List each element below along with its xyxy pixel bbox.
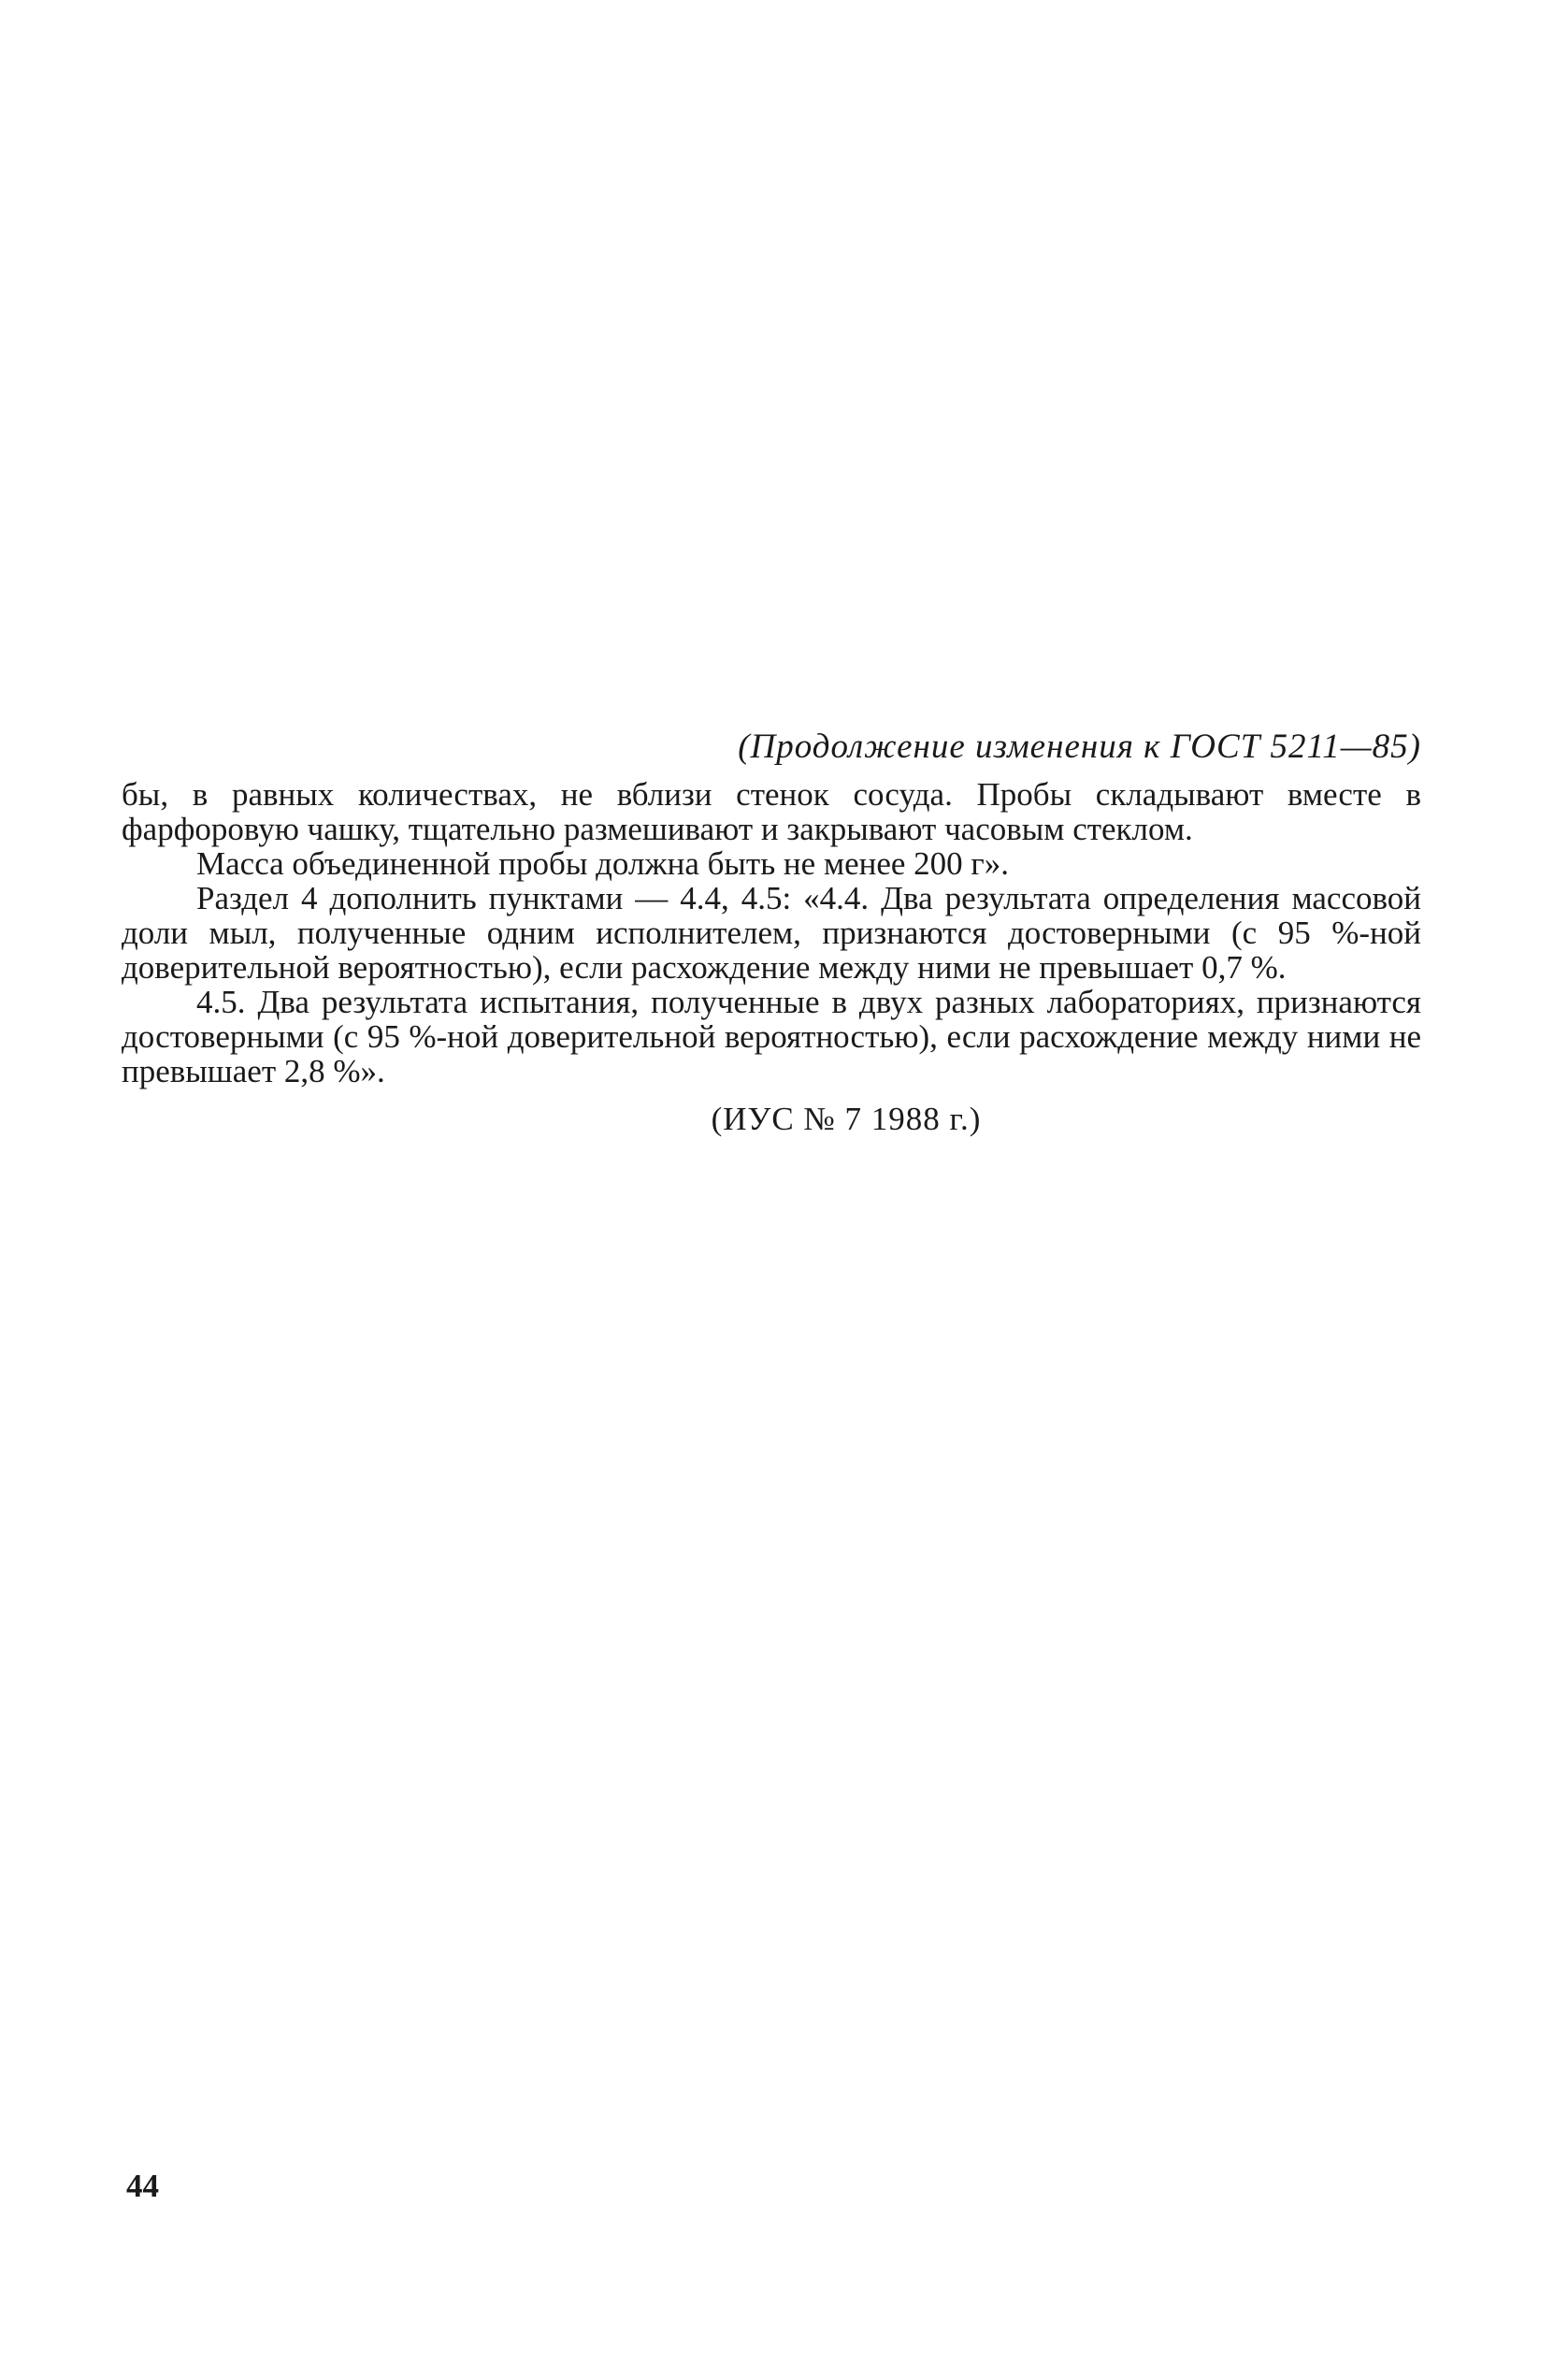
- paragraph-1: бы, в равных количествах, не вблизи стенок сосуда. Пробы складывают вместе в фарфоровую чашку, тщательно размешивают и закрывают часовым стеклом.: [122, 776, 1421, 847]
- paragraph-4: 4.5. Два результата испытания, полученные в двух разных лабораториях, признаются достоверными (с 95 %-ной доверительной вероятностью), если расхождение между ними не превышает 2,8 %».: [122, 984, 1421, 1089]
- continuation-header: (Продолжение изменения к ГОСТ 5211—85): [738, 728, 1421, 766]
- paragraph-3: Раздел 4 дополнить пунктами — 4.4, 4.5: «4.4. Два результата определения массовой доли мыл, полученные одним исполнителем, признаются достоверными (с 95 %-ной доверительной вероятностью), если расхождение между ними не превышает 0,7 %.: [122, 880, 1421, 986]
- document-body: [122, 729, 1421, 1136]
- source-note: (ИУС № 7 1988 г.): [711, 1101, 982, 1137]
- page-number: 44: [126, 2168, 159, 2204]
- paragraph-2: Масса объединенной пробы должна быть не менее 200 г».: [196, 845, 1010, 882]
